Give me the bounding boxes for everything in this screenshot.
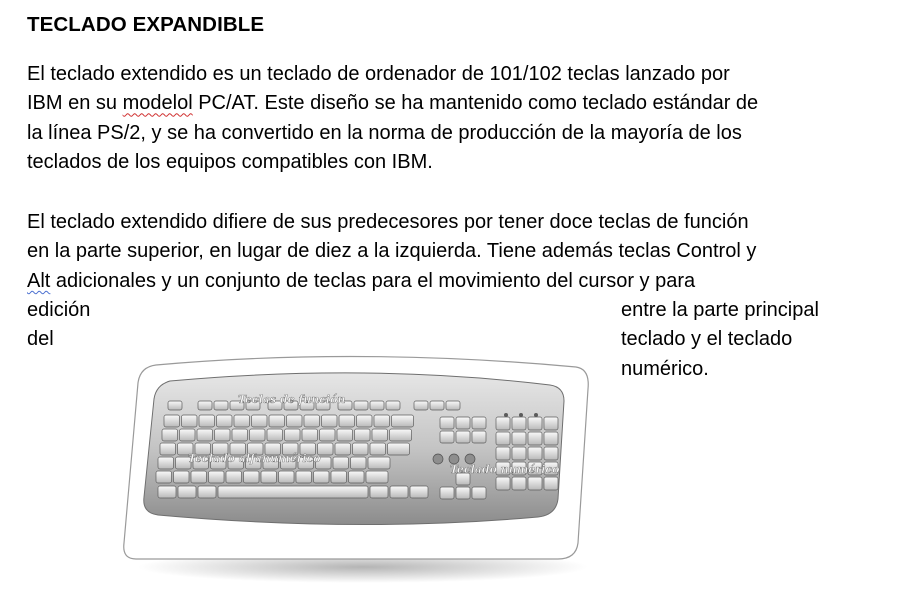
keyboard-key [544, 432, 558, 445]
keyboard-key [302, 429, 318, 441]
keyboard-key [164, 415, 180, 427]
spellcheck-flagged-word[interactable]: modelol [122, 92, 193, 115]
keyboard-key [269, 415, 285, 427]
document-title: TECLADO EXPANDIBLE [27, 13, 265, 36]
wrap-right-line-1: entre la parte principal [621, 299, 819, 321]
keyboard-key [370, 486, 388, 498]
keyboard-key [162, 429, 178, 441]
keyboard-key [285, 429, 301, 441]
wrap-right-line-2: teclado y el teclado [621, 328, 793, 351]
keyboard-key [368, 457, 390, 469]
keyboard-key [287, 415, 303, 427]
keyboard-key [390, 429, 412, 441]
keyboard-key [472, 417, 486, 429]
keyboard-key [215, 429, 231, 441]
keyboard-key [414, 401, 428, 410]
keyboard-key [440, 487, 454, 499]
keyboard-key [496, 447, 510, 460]
paragraph-2-line-3 [27, 267, 756, 296]
paragraph-1-line-2 [27, 89, 758, 118]
keyboard-key [355, 429, 371, 441]
led-indicator [504, 413, 508, 417]
label-numeric: Teclado numérico [450, 463, 560, 476]
keyboard-key [158, 457, 174, 469]
keyboard-key [197, 429, 213, 441]
keyboard-key [512, 417, 526, 430]
keyboard-key [322, 415, 338, 427]
keyboard-key [456, 431, 470, 443]
keyboard-key [446, 401, 460, 410]
keyboard-key [528, 417, 542, 430]
keyboard-key [331, 471, 347, 483]
keyboard-key [440, 417, 454, 429]
line-2-start: IBM en su [27, 92, 123, 115]
keyboard-key [512, 432, 526, 445]
wrap-left-line-2: del [27, 328, 54, 351]
keyboard-key [337, 429, 353, 441]
wrap-left-line-1: edición [27, 299, 91, 321]
keyboard-key [353, 443, 369, 455]
keyboard-key [198, 401, 212, 410]
keyboard-key [440, 431, 454, 443]
keyboard-key [349, 471, 365, 483]
line-2-end: PC/AT. Este diseño se ha mantenido como teclado estándar de [192, 92, 759, 115]
keyboard-key [528, 477, 542, 490]
keyboard-key [174, 471, 190, 483]
grammar-flagged-word[interactable]: Alt [27, 269, 51, 292]
keyboard-key [351, 457, 367, 469]
keyboard-image [118, 345, 598, 585]
paragraph-1-line-1: El teclado extendido es un teclado de ordenador de 101/102 teclas lanzado por [27, 63, 730, 85]
keyboard-key [430, 401, 444, 410]
keyboard-key [168, 401, 182, 410]
keyboard-key [156, 471, 172, 483]
keyboard-key [232, 429, 248, 441]
keyboard-key [304, 415, 320, 427]
keyboard-key [296, 471, 312, 483]
keyboard-key [178, 486, 196, 498]
keyboard-key [544, 447, 558, 460]
keyboard-key [528, 447, 542, 460]
paragraph-1 [27, 60, 758, 178]
keyboard-key [335, 443, 351, 455]
keyboard-key [370, 401, 384, 410]
keyboard-key [279, 471, 295, 483]
wrap-right-text [621, 296, 819, 384]
keyboard-key [180, 429, 196, 441]
keyboard-key [158, 486, 176, 498]
keyboard-key [333, 457, 349, 469]
keyboard-key [218, 486, 368, 498]
paragraph-2-line-2: en la parte superior, en lugar de diez a la izquierda. Tiene además teclas Control y [27, 240, 757, 263]
keyboard-key [217, 415, 233, 427]
keyboard-key [512, 477, 526, 490]
keyboard-key [374, 415, 390, 427]
keyboard-key [496, 477, 510, 490]
line-3-end: adicionales y un conjunto de teclas para el movimiento del cursor y para [50, 269, 696, 292]
keyboard-key [314, 471, 330, 483]
keyboard-key [366, 471, 388, 483]
led-indicator [534, 413, 538, 417]
keyboard-key [199, 415, 215, 427]
keyboard-key [261, 471, 277, 483]
keyboard-key [496, 417, 510, 430]
media-button [433, 454, 443, 464]
label-function-keys: Teclas de función [238, 393, 346, 406]
paragraph-2-line-1: El teclado extendido difiere de sus predecesores por tener doce teclas de función [27, 211, 749, 233]
keyboard-key [191, 471, 207, 483]
keyboard-key [390, 486, 408, 498]
keyboard-key [472, 431, 486, 443]
keyboard-key [388, 443, 410, 455]
paragraph-1-line-4: teclados de los equipos compatibles con IBM. [27, 151, 433, 174]
keyboard-key [320, 429, 336, 441]
keyboard-key [252, 415, 268, 427]
paragraph-2 [27, 208, 756, 296]
keyboard-key [209, 471, 225, 483]
keyboard-key [234, 415, 250, 427]
keyboard-key [357, 415, 373, 427]
keyboard-key [198, 486, 216, 498]
keyboard-key [160, 443, 176, 455]
led-indicator [519, 413, 523, 417]
keyboard-key [472, 487, 486, 499]
paragraph-1-line-3: la línea PS/2, y se ha convertido en la norma de producción de la mayoría de los [27, 121, 742, 144]
keyboard-key [386, 401, 400, 410]
keyboard-key [456, 487, 470, 499]
keyboard-key [544, 477, 558, 490]
label-alphanumeric: Teclado alfanumérico [188, 452, 321, 465]
keyboard-figure[interactable] [118, 345, 598, 585]
keyboard-key [214, 401, 228, 410]
keyboard-key [250, 429, 266, 441]
keyboard-key [544, 417, 558, 430]
keyboard-key [512, 447, 526, 460]
keyboard-key [410, 486, 428, 498]
keyboard-key [244, 471, 260, 483]
wrap-left-text [27, 296, 90, 355]
keyboard-key [267, 429, 283, 441]
keyboard-key [528, 432, 542, 445]
keyboard-key [372, 429, 388, 441]
keyboard-key [226, 471, 242, 483]
keyboard-key [354, 401, 368, 410]
keyboard-key [456, 417, 470, 429]
wrap-right-line-3: numérico. [621, 357, 709, 380]
keyboard-key [339, 415, 355, 427]
keyboard-key [392, 415, 414, 427]
keyboard-key [370, 443, 386, 455]
keyboard-key [496, 432, 510, 445]
keyboard-key [182, 415, 198, 427]
